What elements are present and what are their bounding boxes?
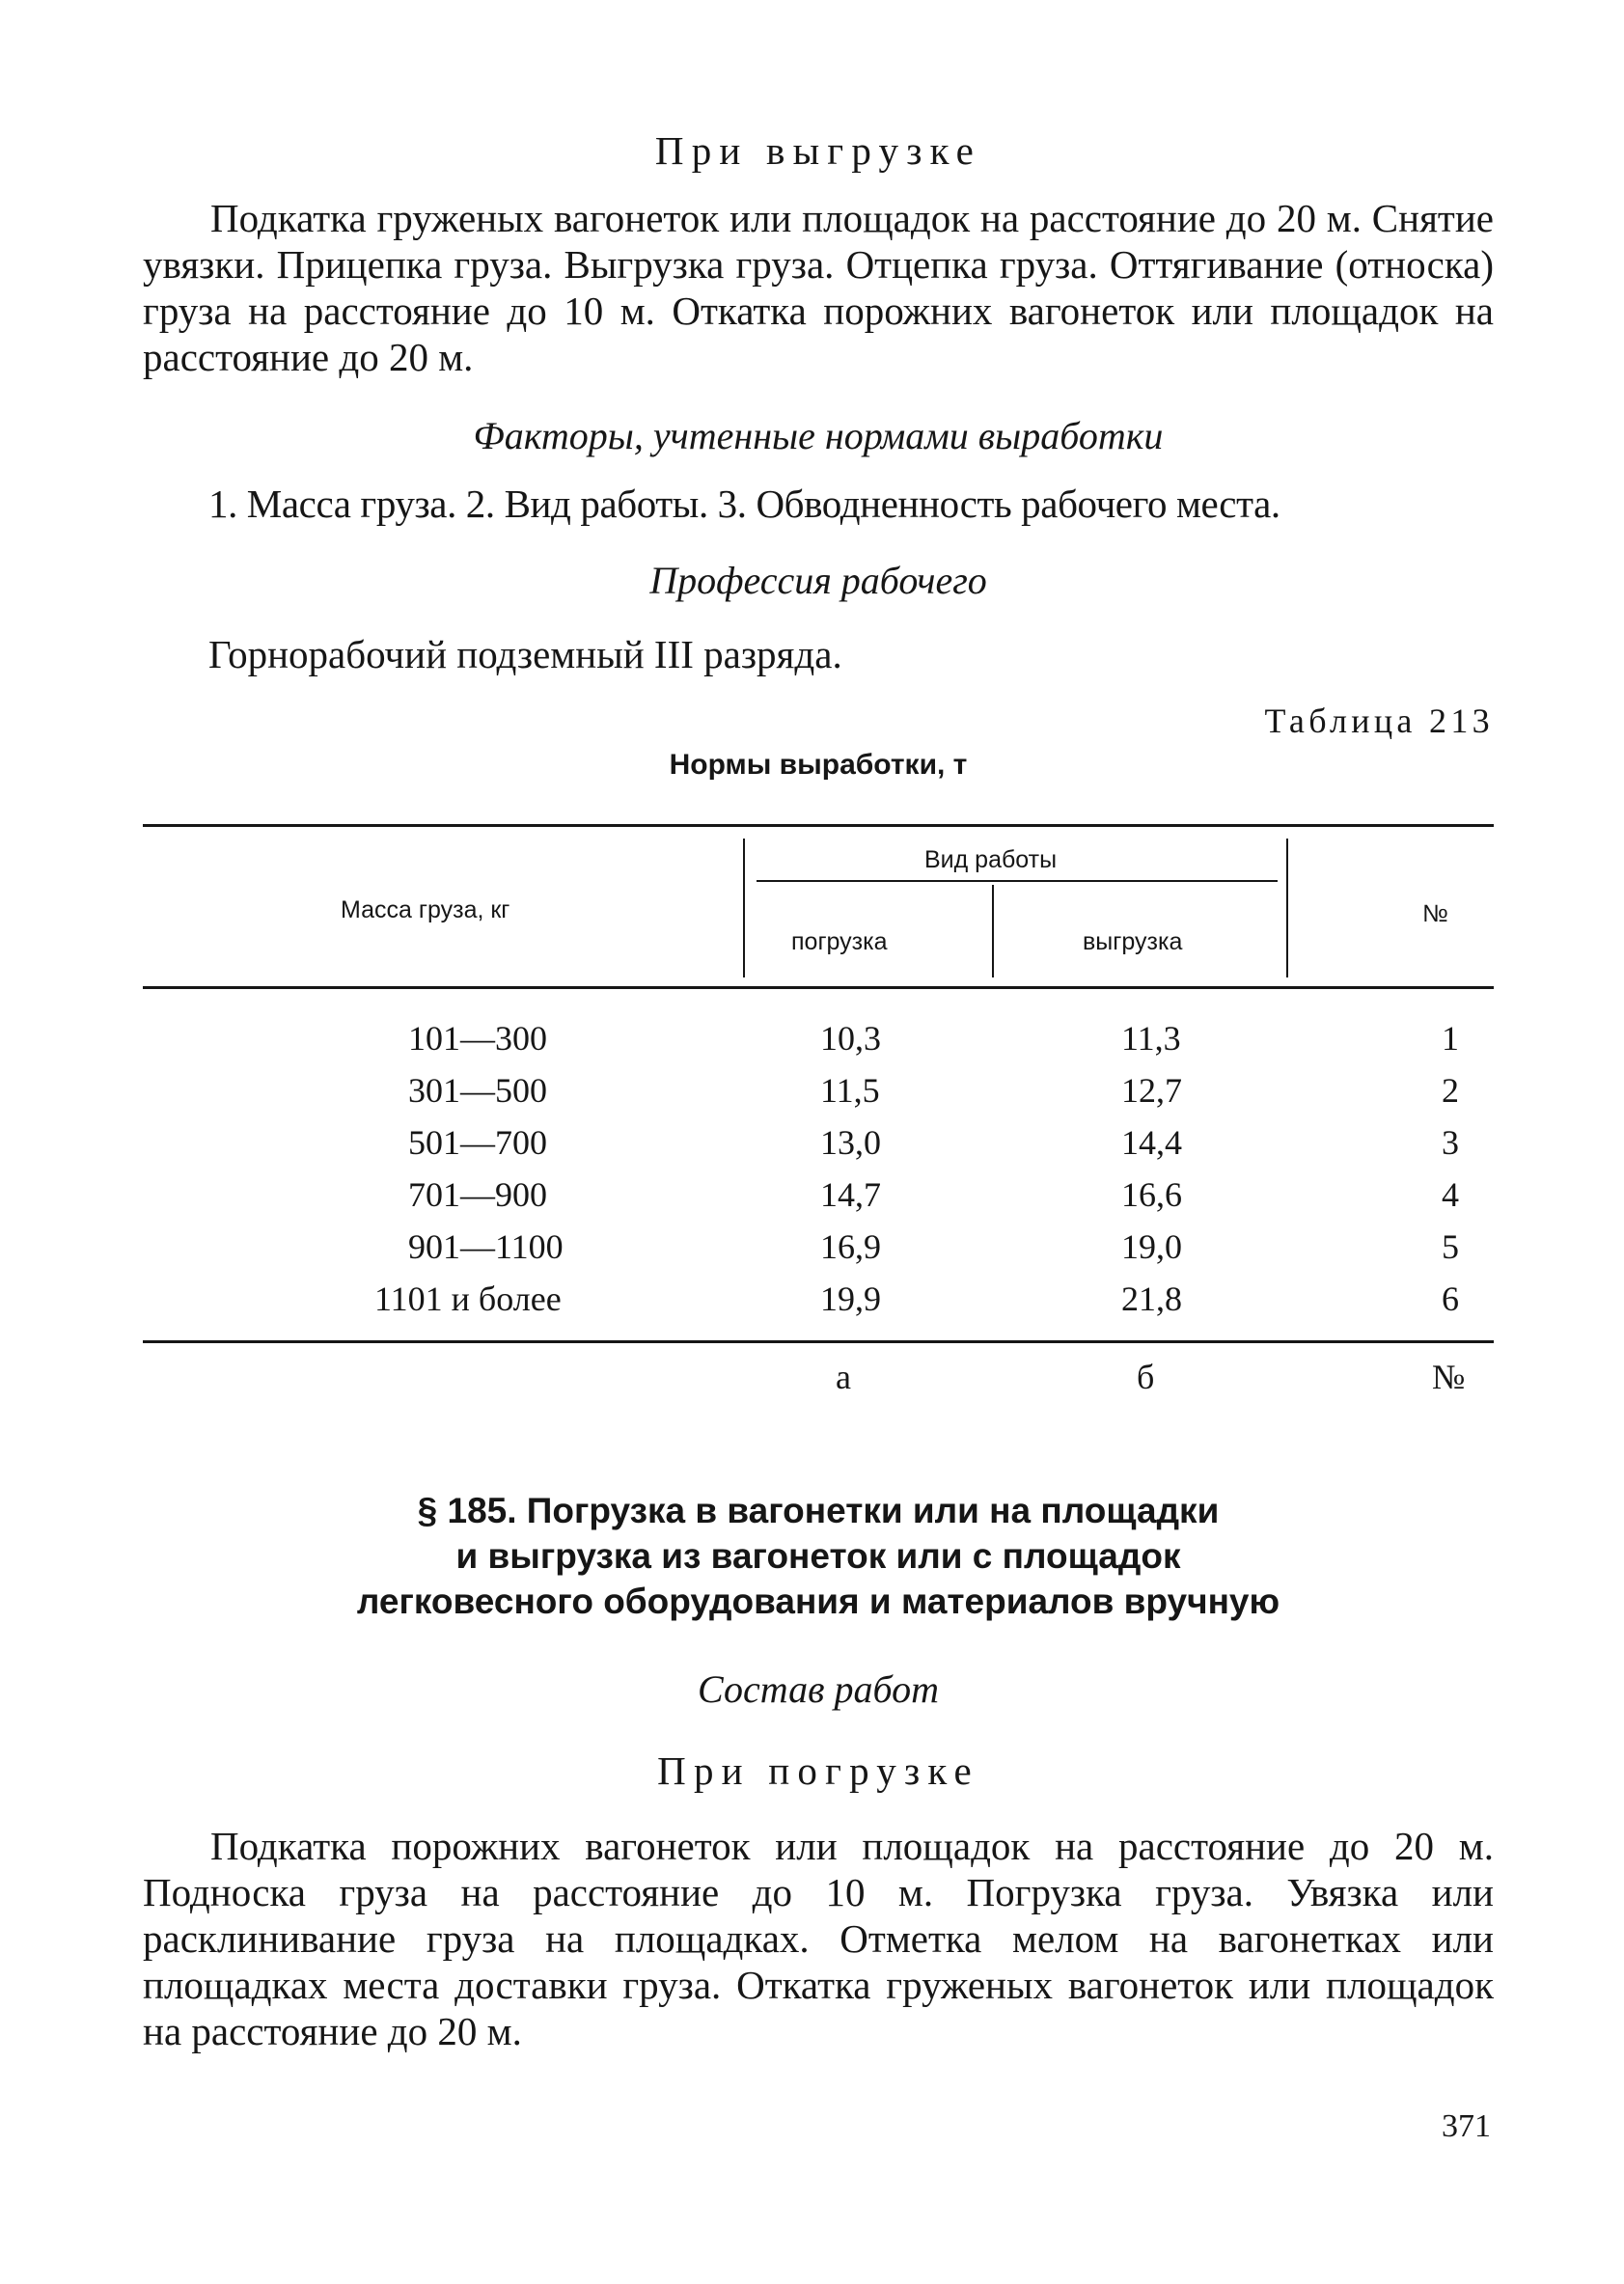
cell-load: 10,3: [820, 1019, 881, 1058]
header-divider-2: [992, 885, 994, 977]
cell-num: 4: [1442, 1175, 1459, 1214]
cell-mass: 301—500: [408, 1071, 547, 1110]
cell-unload: 21,8: [1121, 1280, 1182, 1318]
header-mass: Масса груза, кг: [341, 896, 510, 923]
table-footer: [143, 1357, 1494, 1409]
table-body: [143, 989, 1494, 1343]
section-title: [143, 1488, 1494, 1624]
cell-unload: 19,0: [1121, 1227, 1182, 1266]
table-row: [143, 1018, 1494, 1070]
table-row: [143, 1122, 1494, 1174]
cell-mass: 501—700: [408, 1123, 547, 1162]
paragraph-load: Подкатка порожних вагонеток или площадок на расстояние до 20 м. Подноска груза на расстояние до 10 м. Погрузка груза. Увязка или расклинивание груза на площадках. Отметка мелом на вагонетках или площадках места доставки груза. Откатка груженых вагонеток или площадок на расстояние до 20 м.: [143, 1824, 1494, 2053]
heading-unload: При выгрузке: [654, 128, 982, 173]
cell-mass: 1101 и более: [374, 1280, 562, 1318]
heading-factors: Факторы, учтенные нормами выработки: [473, 414, 1164, 457]
cell-num: 5: [1442, 1227, 1459, 1266]
heading-load: При погрузке: [657, 1748, 979, 1793]
table-row: [143, 1174, 1494, 1226]
cell-load: 16,9: [820, 1227, 881, 1266]
table-title: Нормы выработки, т: [669, 749, 968, 781]
header-num: №: [1422, 900, 1448, 927]
table-row: [143, 1070, 1494, 1122]
header-work-type: Вид работы: [924, 846, 1058, 873]
cell-mass: 101—300: [408, 1019, 547, 1058]
header-divider-3: [1286, 839, 1288, 977]
cell-num: 2: [1442, 1071, 1459, 1110]
table-row: [143, 1279, 1494, 1331]
cell-unload: 14,4: [1121, 1123, 1182, 1162]
cell-num: 3: [1442, 1123, 1459, 1162]
cell-unload: 12,7: [1121, 1071, 1182, 1110]
header-unload: выгрузка: [1083, 928, 1183, 955]
header-subline: [757, 880, 1278, 882]
table-row: [143, 1226, 1494, 1279]
cell-load: 11,5: [820, 1071, 880, 1110]
header-load: погрузка: [791, 928, 888, 955]
footer-load: а: [836, 1358, 851, 1396]
paragraph-profession: Горнорабочий подземный III разряда.: [208, 632, 842, 676]
header-divider-1: [743, 839, 745, 977]
heading-profession: Профессия рабочего: [649, 559, 987, 602]
table-header: [143, 824, 1494, 989]
cell-mass: 701—900: [408, 1175, 547, 1214]
norms-table: [143, 824, 1494, 1409]
cell-unload: 16,6: [1121, 1175, 1182, 1214]
paragraph-unload: Подкатка груженых вагонеток или площадок на расстояние до 20 м. Снятие увязки. Прицепка груза. Выгрузка груза. Отцепка груза. Оттягивание (относка) груза на расстояние до 10 м. Откатка порожних вагонеток или площадок на расстояние до 20 м.: [143, 196, 1494, 379]
cell-load: 14,7: [820, 1175, 881, 1214]
cell-mass: 901—1100: [408, 1227, 564, 1266]
cell-unload: 11,3: [1121, 1019, 1181, 1058]
table-number: Таблица 213: [1264, 702, 1494, 740]
footer-num: №: [1432, 1358, 1466, 1396]
section-title-line-2: и выгрузка из вагонеток или с площадок: [455, 1536, 1181, 1576]
page-content: [143, 114, 1494, 2054]
heading-composition: Состав работ: [698, 1667, 939, 1711]
cell-load: 13,0: [820, 1123, 881, 1162]
cell-num: 6: [1442, 1280, 1459, 1318]
cell-num: 1: [1442, 1019, 1459, 1058]
paragraph-factors: 1. Масса груза. 2. Вид работы. 3. Обводненность рабочего места.: [208, 482, 1280, 526]
section-title-line-3: легковесного оборудования и материалов вручную: [356, 1582, 1280, 1621]
page-number: 371: [1442, 2108, 1491, 2144]
section-title-line-1: § 185. Погрузка в вагонетки или на площадки: [417, 1491, 1220, 1530]
footer-unload: б: [1137, 1358, 1155, 1396]
cell-load: 19,9: [820, 1280, 881, 1318]
